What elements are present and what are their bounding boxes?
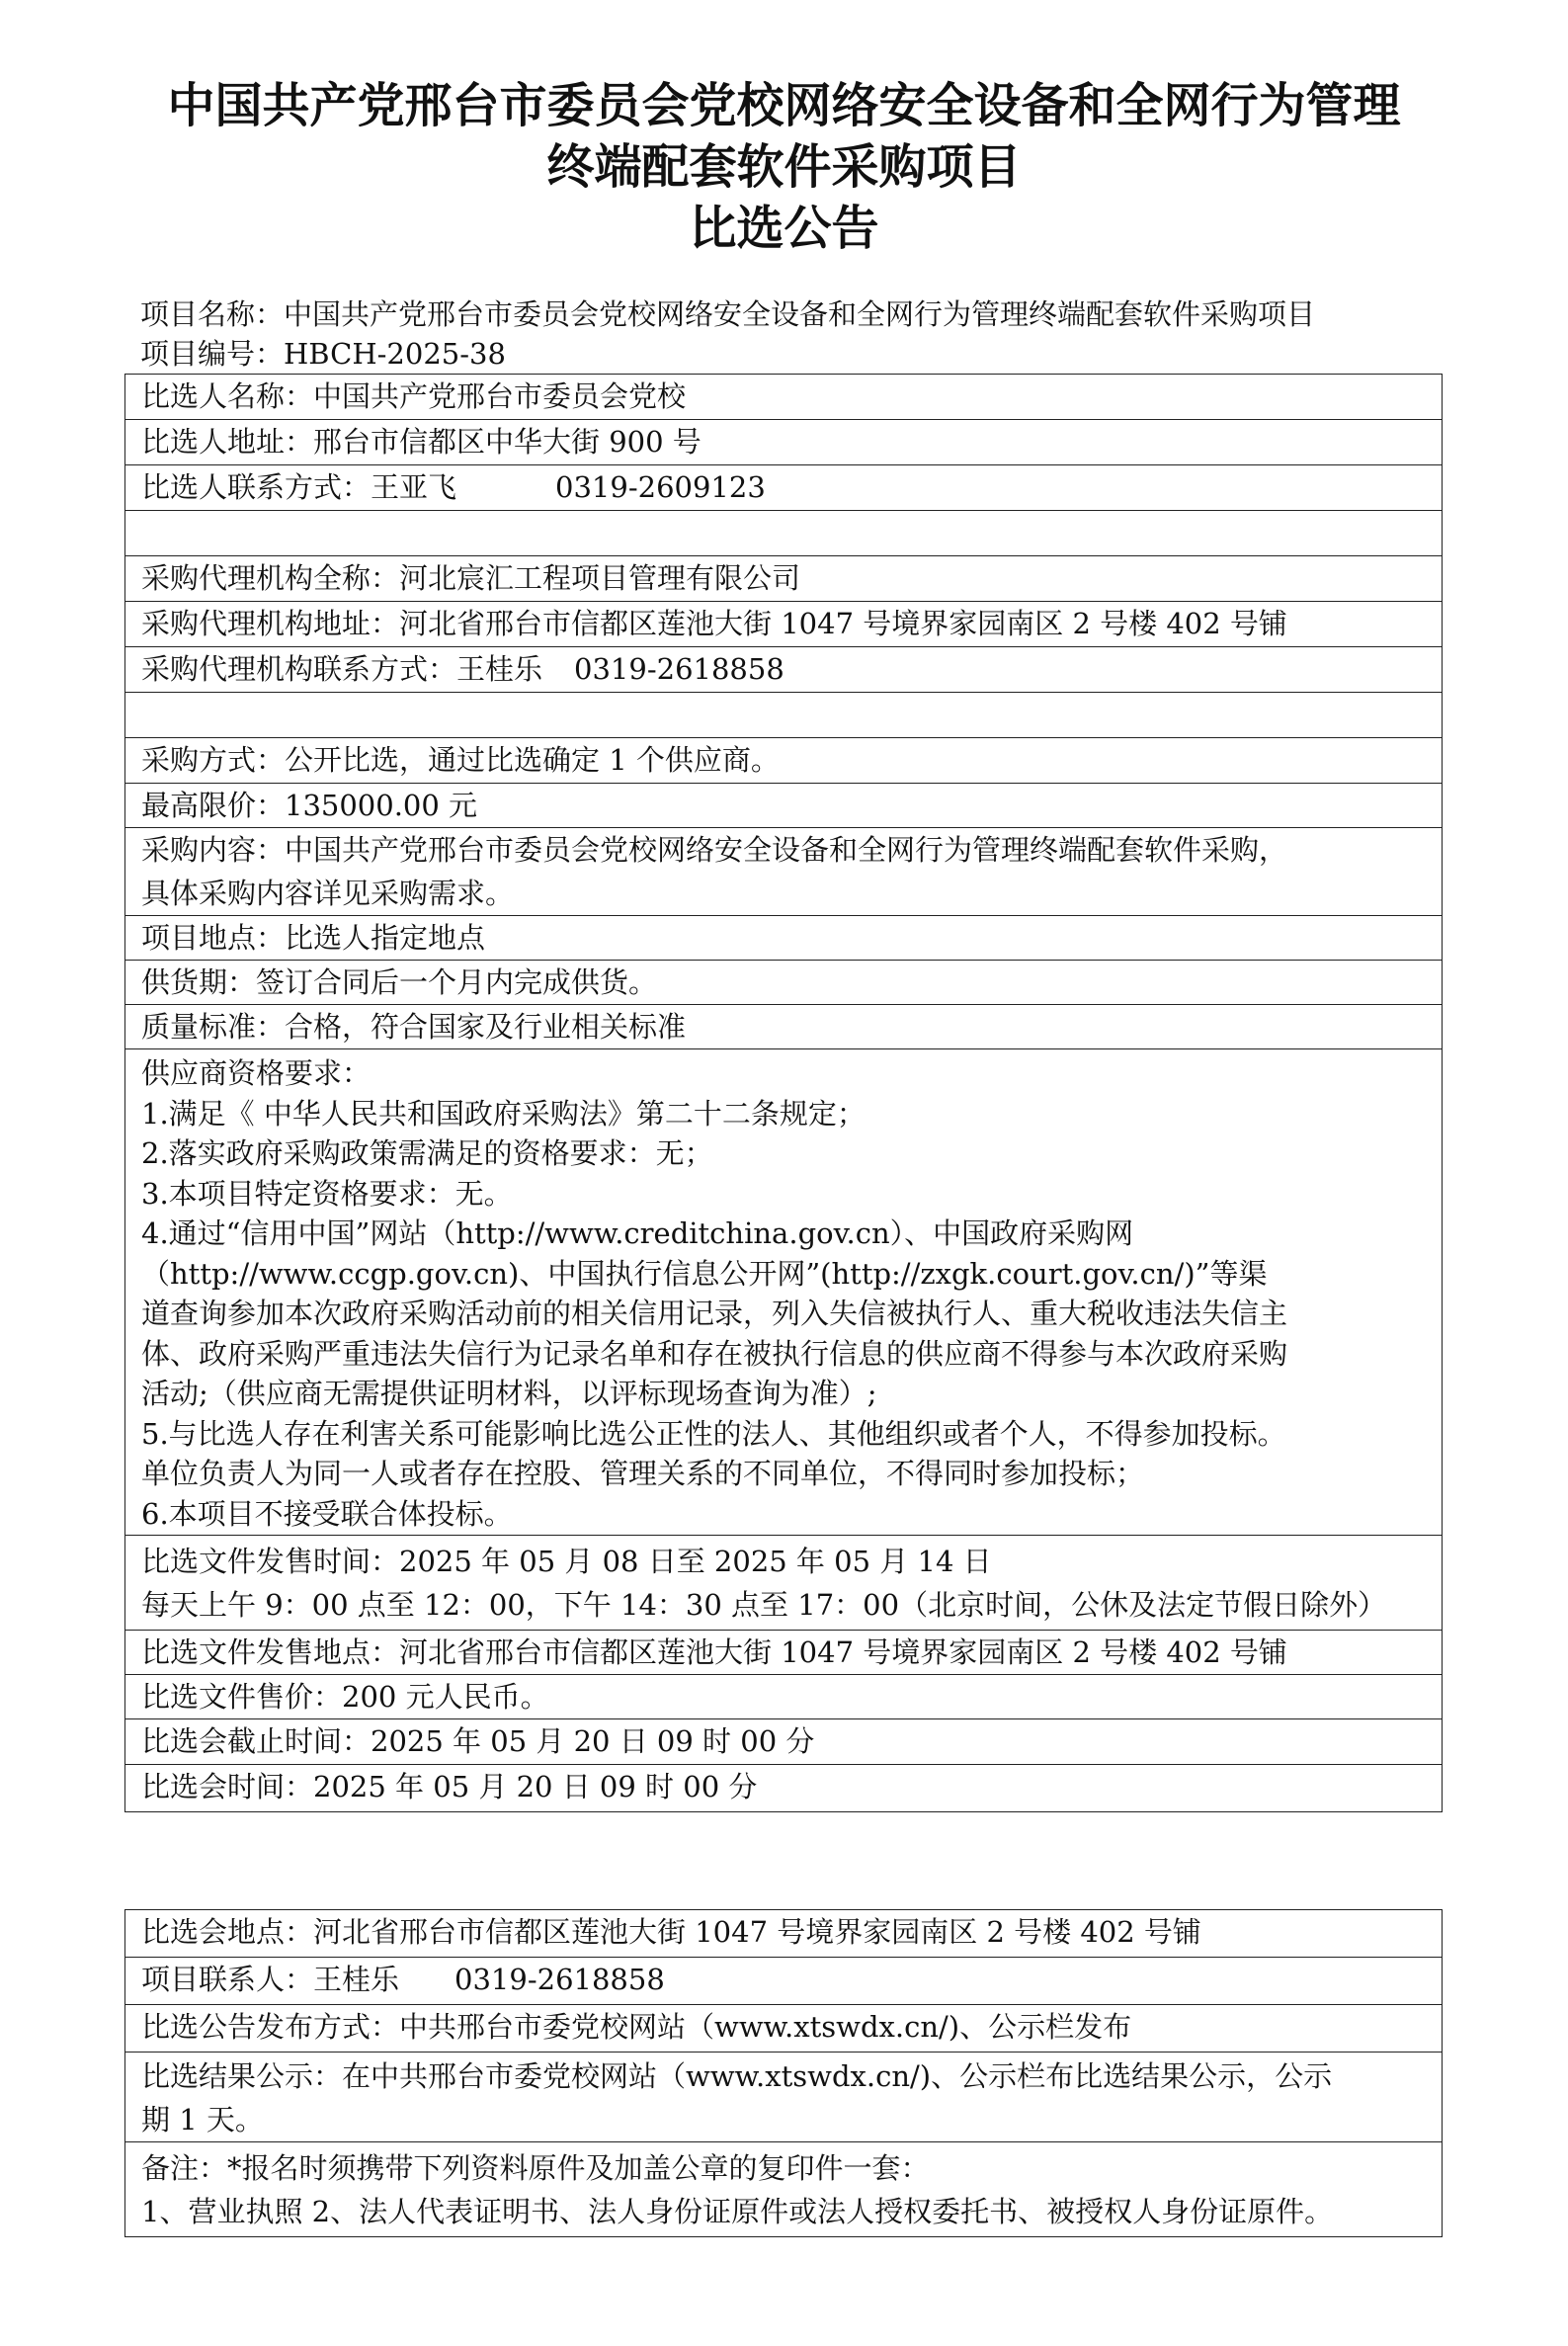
content-line: 具体采购内容详见采购需求。 bbox=[141, 877, 515, 910]
project-contact-phone: 0319-2618858 bbox=[454, 1963, 665, 1996]
sale-price: 比选文件售价：200 元人民币。 bbox=[125, 1675, 1443, 1719]
delivery-period: 供货期：签订合同后一个月内完成供货。 bbox=[125, 961, 1443, 1005]
buyer-address: 比选人地址：邢台市信都区中华大街 900 号 bbox=[125, 420, 1443, 465]
meeting-time: 比选会时间：2025 年 05 月 20 日 09 时 00 分 bbox=[125, 1765, 1443, 1812]
procurement-method: 采购方式：公开比选，通过比选确定 1 个供应商。 bbox=[125, 738, 1443, 784]
qualification-line: 2.落实政府采购政策需满足的资格要求：无； bbox=[141, 1136, 713, 1170]
qualification-line: 道查询参加本次政府采购活动前的相关信用记录，列入失信被执行人、重大税收违法失信主 bbox=[141, 1297, 1288, 1330]
qualification-line: （http://www.ccgp.gov.cn)、中国执行信息公开网”(http://zxgk.court.gov.cn/)”等渠 bbox=[141, 1256, 1268, 1291]
result-line: 期 1 天。 bbox=[141, 2103, 264, 2137]
quality-standard: 质量标准：合格，符合国家及行业相关标准 bbox=[125, 1005, 1443, 1049]
remarks bbox=[125, 2142, 1443, 2237]
blank-row bbox=[125, 511, 1443, 556]
project-contact bbox=[125, 1958, 1443, 2005]
max-price: 最高限价：135000.00 元 bbox=[125, 784, 1443, 828]
agency-contact-phone: 0319-2618858 bbox=[574, 652, 784, 686]
deadline: 比选会截止时间：2025 年 05 月 20 日 09 时 00 分 bbox=[125, 1719, 1443, 1765]
qualification-line: 1.满足《 中华人民共和国政府采购法》第二十二条规定； bbox=[141, 1096, 866, 1131]
sale-time-line: 比选文件发售时间：2025 年 05 月 08 日至 2025 年 05 月 14 日 bbox=[141, 1545, 992, 1578]
project-code: 项目编号：HBCH-2025-38 bbox=[140, 337, 506, 371]
secondary-info-table bbox=[124, 1909, 1443, 2237]
qualification-line: 供应商资格要求： bbox=[141, 1056, 371, 1090]
supplier-qualifications bbox=[125, 1049, 1443, 1536]
agency-contact bbox=[125, 647, 1443, 693]
procurement-content bbox=[125, 828, 1443, 916]
qualification-line: 5.与比选人存在利害关系可能影响比选公正性的法人、其他组织或者个人，不得参加投标。 bbox=[141, 1416, 1286, 1451]
qualification-line: 3.本项目特定资格要求：无。 bbox=[141, 1176, 513, 1211]
qualification-line: 单位负责人为同一人或者存在控股、管理关系的不同单位，不得同时参加投标； bbox=[141, 1457, 1145, 1490]
main-info-table bbox=[124, 374, 1443, 1812]
title-line-2: 终端配套软件采购项目 bbox=[546, 139, 1022, 195]
qualification-line: 活动;（供应商无需提供证明材料，以评标现场查询为准）; bbox=[141, 1377, 877, 1410]
sale-place: 比选文件发售地点：河北省邢台市信都区莲池大街 1047 号境界家园南区 2 号楼 402 号铺 bbox=[125, 1631, 1443, 1675]
qualification-line: 4.通过“信用中国”网站（http://www.creditchina.gov.cn）、中国政府采购网 bbox=[141, 1216, 1134, 1250]
title-line-1: 中国共产党邢台市委员会党校网络安全设备和全网行为管理 bbox=[167, 78, 1401, 133]
buyer-contact bbox=[125, 465, 1443, 511]
buyer-contact-phone: 0319-2609123 bbox=[555, 470, 766, 504]
buyer-contact-label: 比选人联系方式：王亚飞 bbox=[141, 470, 457, 504]
meeting-place: 比选会地点：河北省邢台市信都区莲池大街 1047 号境界家园南区 2 号楼 402 号铺 bbox=[125, 1910, 1443, 1958]
project-location: 项目地点：比选人指定地点 bbox=[125, 916, 1443, 961]
title-line-3: 比选公告 bbox=[689, 201, 879, 256]
buyer-name: 比选人名称：中国共产党邢台市委员会党校 bbox=[125, 375, 1443, 420]
project-contact-label: 项目联系人：王桂乐 bbox=[141, 1963, 400, 1996]
result-publication bbox=[125, 2053, 1443, 2142]
qualification-line: 体、政府采购严重违法失信行为记录名单和存在被执行信息的供应商不得参与本次政府采购 bbox=[141, 1336, 1288, 1371]
remarks-line: 备注：*报名时须携带下列资料原件及加盖公章的复印件一套： bbox=[141, 2151, 930, 2185]
content-line: 采购内容：中国共产党邢台市委员会党校网络安全设备和全网行为管理终端配套软件采购， bbox=[141, 833, 1288, 867]
remarks-line: 1、营业执照 2、法人代表证明书、法人身份证原件或法人授权委托书、被授权人身份证原件。 bbox=[141, 2195, 1334, 2228]
sale-time bbox=[125, 1536, 1443, 1631]
sale-time-line: 每天上午 9：00 点至 12：00，下午 14：30 点至 17：00（北京时间，公休及法定节假日除外） bbox=[141, 1588, 1387, 1622]
result-line: 比选结果公示：在中共邢台市委党校网站（www.xtswdx.cn/)、公示栏布比选结果公示，公示 bbox=[141, 2059, 1333, 2093]
blank-row bbox=[125, 693, 1443, 738]
project-name: 项目名称：中国共产党邢台市委员会党校网络安全设备和全网行为管理终端配套软件采购项目 bbox=[140, 297, 1316, 331]
agency-contact-label: 采购代理机构联系方式：王桂乐 bbox=[141, 652, 543, 686]
agency-address: 采购代理机构地址：河北省邢台市信都区莲池大街 1047 号境界家园南区 2 号楼 402 号铺 bbox=[125, 602, 1443, 647]
publish-method: 比选公告发布方式：中共邢台市委党校网站（www.xtswdx.cn/)、公示栏发布 bbox=[125, 2005, 1443, 2053]
qualification-line: 6.本项目不接受联合体投标。 bbox=[141, 1496, 513, 1531]
agency-name: 采购代理机构全称：河北宸汇工程项目管理有限公司 bbox=[125, 556, 1443, 602]
